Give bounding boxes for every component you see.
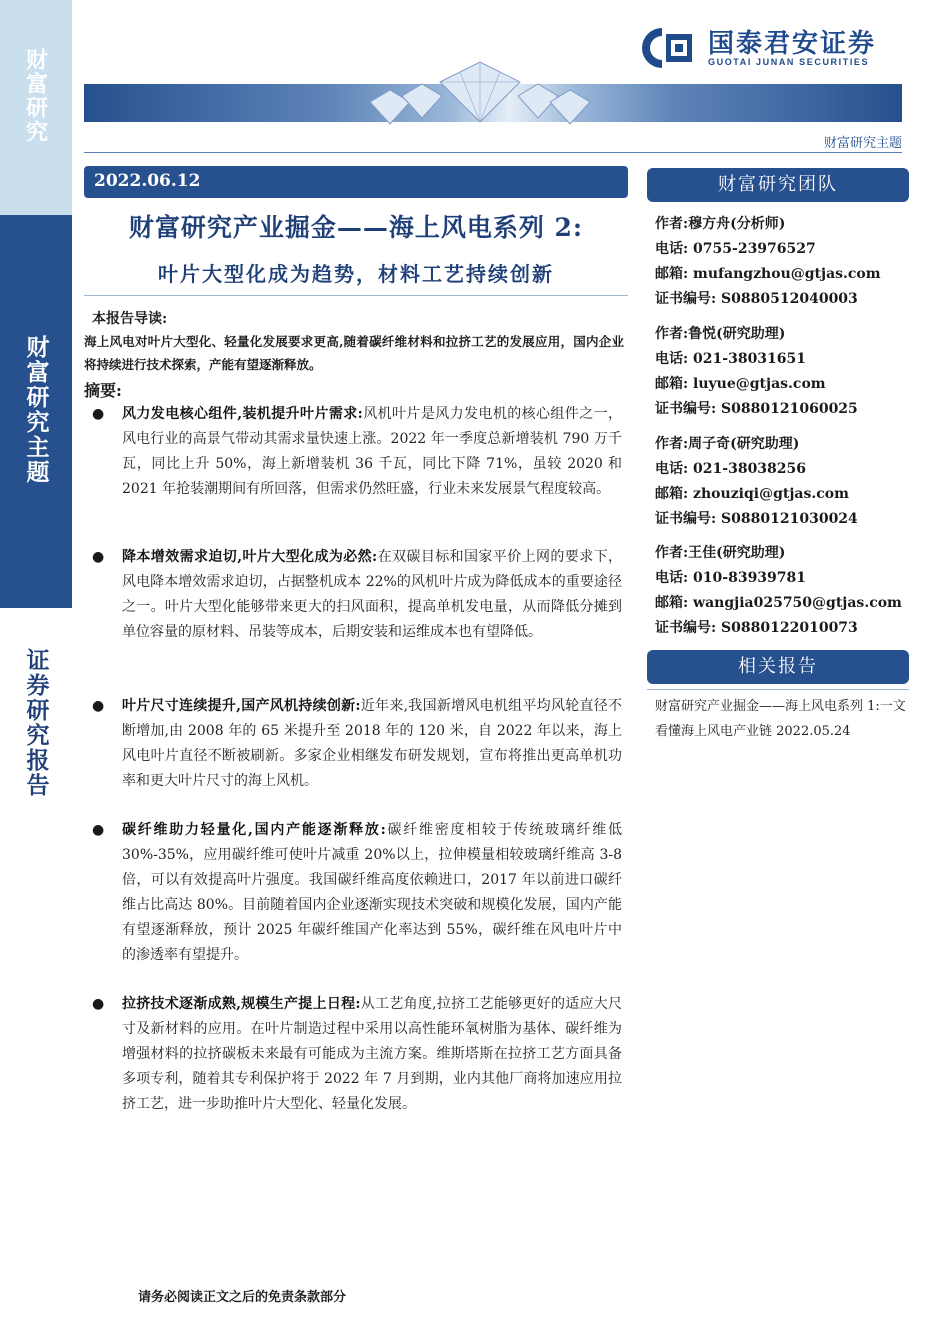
bullet-dot-icon: ● (92, 549, 105, 565)
summary-bullet (92, 545, 622, 645)
author-email[interactable]: mufangzhou@gtjas.com (693, 266, 881, 282)
author-cert: S0880512040003 (721, 291, 858, 307)
bullet-text: 风机叶片是风力发电机的核心组件之一，风电行业的高景气带动其需求量快速上涨。2022 年一季度总新增装机 790 万千瓦，同比上升 50%，海上新增装机 36 千瓦，同比下降 71%，虽较 2020 和 2021 年抢装潮期间有所回落，但需求仍然旺盛，行业未来发展景气程度较高。 (122, 406, 623, 497)
cert-label: 证书编号: (655, 511, 717, 527)
bullet-dot-icon: ● (92, 822, 105, 838)
author-name: 穆方舟(分析师) (688, 216, 786, 232)
sidebar-block-top (0, 0, 72, 215)
bullet-lead: 碳纤维助力轻量化,国内产能逐渐释放: (122, 822, 386, 838)
brand-name-en: GUOTAI JUNAN SECURITIES (708, 57, 870, 67)
bullet-dot-icon: ● (92, 996, 105, 1012)
sidebar-block-bottom (0, 608, 72, 1344)
report-date: 2022.06.12 (94, 171, 201, 191)
team-member (655, 541, 915, 641)
team-header: 财富研究团队 (647, 168, 909, 202)
report-subtitle: 叶片大型化成为趋势，材料工艺持续创新 (158, 262, 554, 286)
brand-name-cn: 国泰君安证券 (708, 28, 877, 58)
author-email[interactable]: zhouziqi@gtjas.com (693, 486, 849, 502)
diamond-graphic (330, 52, 630, 128)
date-bar (84, 166, 628, 198)
related-divider (647, 689, 909, 690)
sidebar-top-label: 财富研究 (22, 48, 49, 144)
bullet-text: 近年来,我国新增风电机组平均风轮直径不断增加,由 2008 年的 65 米提升至 2018 年的 120 米，自 2022 年以来，海上风电叶片直径不断被刷新。多家企业相继发布研发规划，宣布将推出更高单机功率和更大叶片尺寸的海上风机。 (122, 698, 622, 789)
team-member (655, 212, 915, 312)
sidebar-block-middle (0, 215, 72, 608)
cert-label: 证书编号: (655, 620, 717, 636)
email-label: 邮箱: (655, 266, 689, 282)
author-cert: S0880121030024 (721, 511, 858, 527)
header-category-tag: 财富研究主题 (823, 136, 902, 151)
phone-label: 电话: (655, 351, 689, 367)
left-sidebar (0, 0, 72, 1344)
bullet-text: 在双碳目标和国家平价上网的要求下，风电降本增效需求迫切，占据整机成本 22%的风机叶片成为降低成本的重要途径之一。叶片大型化能够带来更大的扫风面积，提高单机发电量，从而降低分摊到单位容量的原材料、吊装等成本，后期安装和运维成本也有望降低。 (122, 549, 622, 640)
summary-bullet (92, 992, 622, 1117)
phone-label: 电话: (655, 241, 689, 257)
author-cert: S0880121060025 (721, 401, 858, 417)
bullet-text: 从工艺角度,拉挤工艺能够更好的适应大尺寸及新材料的应用。在叶片制造过程中采用以高性能环氧树脂为基体、碳纤维为增强材料的拉挤碳板未来最有可能成为主流方案。维斯塔斯在拉挤工艺方面具备多项专利，随着其专利保护将于 2022 年 7 月到期，业内其他厂商将加速应用拉挤工艺，进一步助推叶片大型化、轻量化发展。 (122, 996, 622, 1112)
author-cert: S0880122010073 (721, 620, 858, 636)
related-report-link[interactable]: 财富研究产业掘金——海上风电系列 1:一文看懂海上风电产业链 2022.05.24 (655, 699, 906, 739)
author-email[interactable]: luyue@gtjas.com (693, 376, 826, 392)
bullet-dot-icon: ● (92, 698, 105, 714)
cert-label: 证书编号: (655, 401, 717, 417)
title-divider (84, 295, 628, 296)
author-phone: 021-38038256 (693, 461, 807, 477)
sidebar-mid-label: 财富研究主题 (22, 335, 50, 485)
header-divider (84, 152, 902, 153)
author-phone: 010-83939781 (693, 570, 807, 586)
brand-logo-icon (640, 26, 698, 70)
author-phone: 021-38031651 (693, 351, 807, 367)
sidebar-bottom-label: 证券研究报告 (22, 648, 50, 798)
report-title: 财富研究产业掘金——海上风电系列 2: (128, 213, 584, 242)
team-member (655, 432, 915, 532)
email-label: 邮箱: (655, 376, 689, 392)
author-name: 周子奇(研究助理) (688, 436, 800, 452)
bullet-lead: 降本增效需求迫切,叶片大型化成为必然: (122, 549, 378, 565)
author-label: 作者: (655, 326, 689, 342)
author-name: 王佳(研究助理) (688, 545, 786, 561)
summary-label: 摘要: (84, 381, 122, 400)
phone-label: 电话: (655, 570, 689, 586)
bullet-lead: 叶片尺寸连续提升,国产风机持续创新: (122, 698, 361, 714)
related-header: 相关报告 (647, 650, 909, 684)
email-label: 邮箱: (655, 486, 689, 502)
cert-label: 证书编号: (655, 291, 717, 307)
brand-logo (640, 26, 876, 70)
team-member (655, 322, 915, 422)
author-phone: 0755-23976527 (693, 241, 816, 257)
author-name: 鲁悦(研究助理) (688, 326, 786, 342)
summary-bullet (92, 694, 622, 794)
intro-text: 海上风电对叶片大型化、轻量化发展要求更高,随着碳纤维材料和拉挤工艺的发展应用，国内企业将持续进行技术探索，产能有望逐渐释放。 (84, 334, 624, 372)
email-label: 邮箱: (655, 595, 689, 611)
bullet-dot-icon: ● (92, 406, 105, 422)
summary-bullet (92, 402, 622, 502)
intro-label: 本报告导读: (92, 311, 168, 327)
author-email[interactable]: wangjia025750@gtjas.com (693, 595, 902, 611)
author-label: 作者: (655, 436, 689, 452)
author-label: 作者: (655, 216, 689, 232)
bullet-text: 碳纤维密度相较于传统玻璃纤维低 30%-35%，应用碳纤维可使叶片减重 20%以上，拉伸模量相较玻璃纤维高 3-8 倍，可以有效提高叶片强度。我国碳纤维高度依赖进口，2017 年以前进口碳纤维占比高达 80%。目前随着国内企业逐渐实现技术突破和规模化发展，国内产能有望逐渐释放，预计 2025 年碳纤维国产化率达到 55%，碳纤维在风电叶片中的渗透率有望提升。 (122, 822, 623, 963)
summary-bullet (92, 818, 622, 968)
bullet-lead: 拉挤技术逐渐成熟,规模生产提上日程: (122, 996, 361, 1012)
phone-label: 电话: (655, 461, 689, 477)
bullet-lead: 风力发电核心组件,装机提升叶片需求: (122, 406, 363, 422)
footer-disclaimer: 请务必阅读正文之后的免责条款部分 (138, 1290, 347, 1305)
author-label: 作者: (655, 545, 689, 561)
